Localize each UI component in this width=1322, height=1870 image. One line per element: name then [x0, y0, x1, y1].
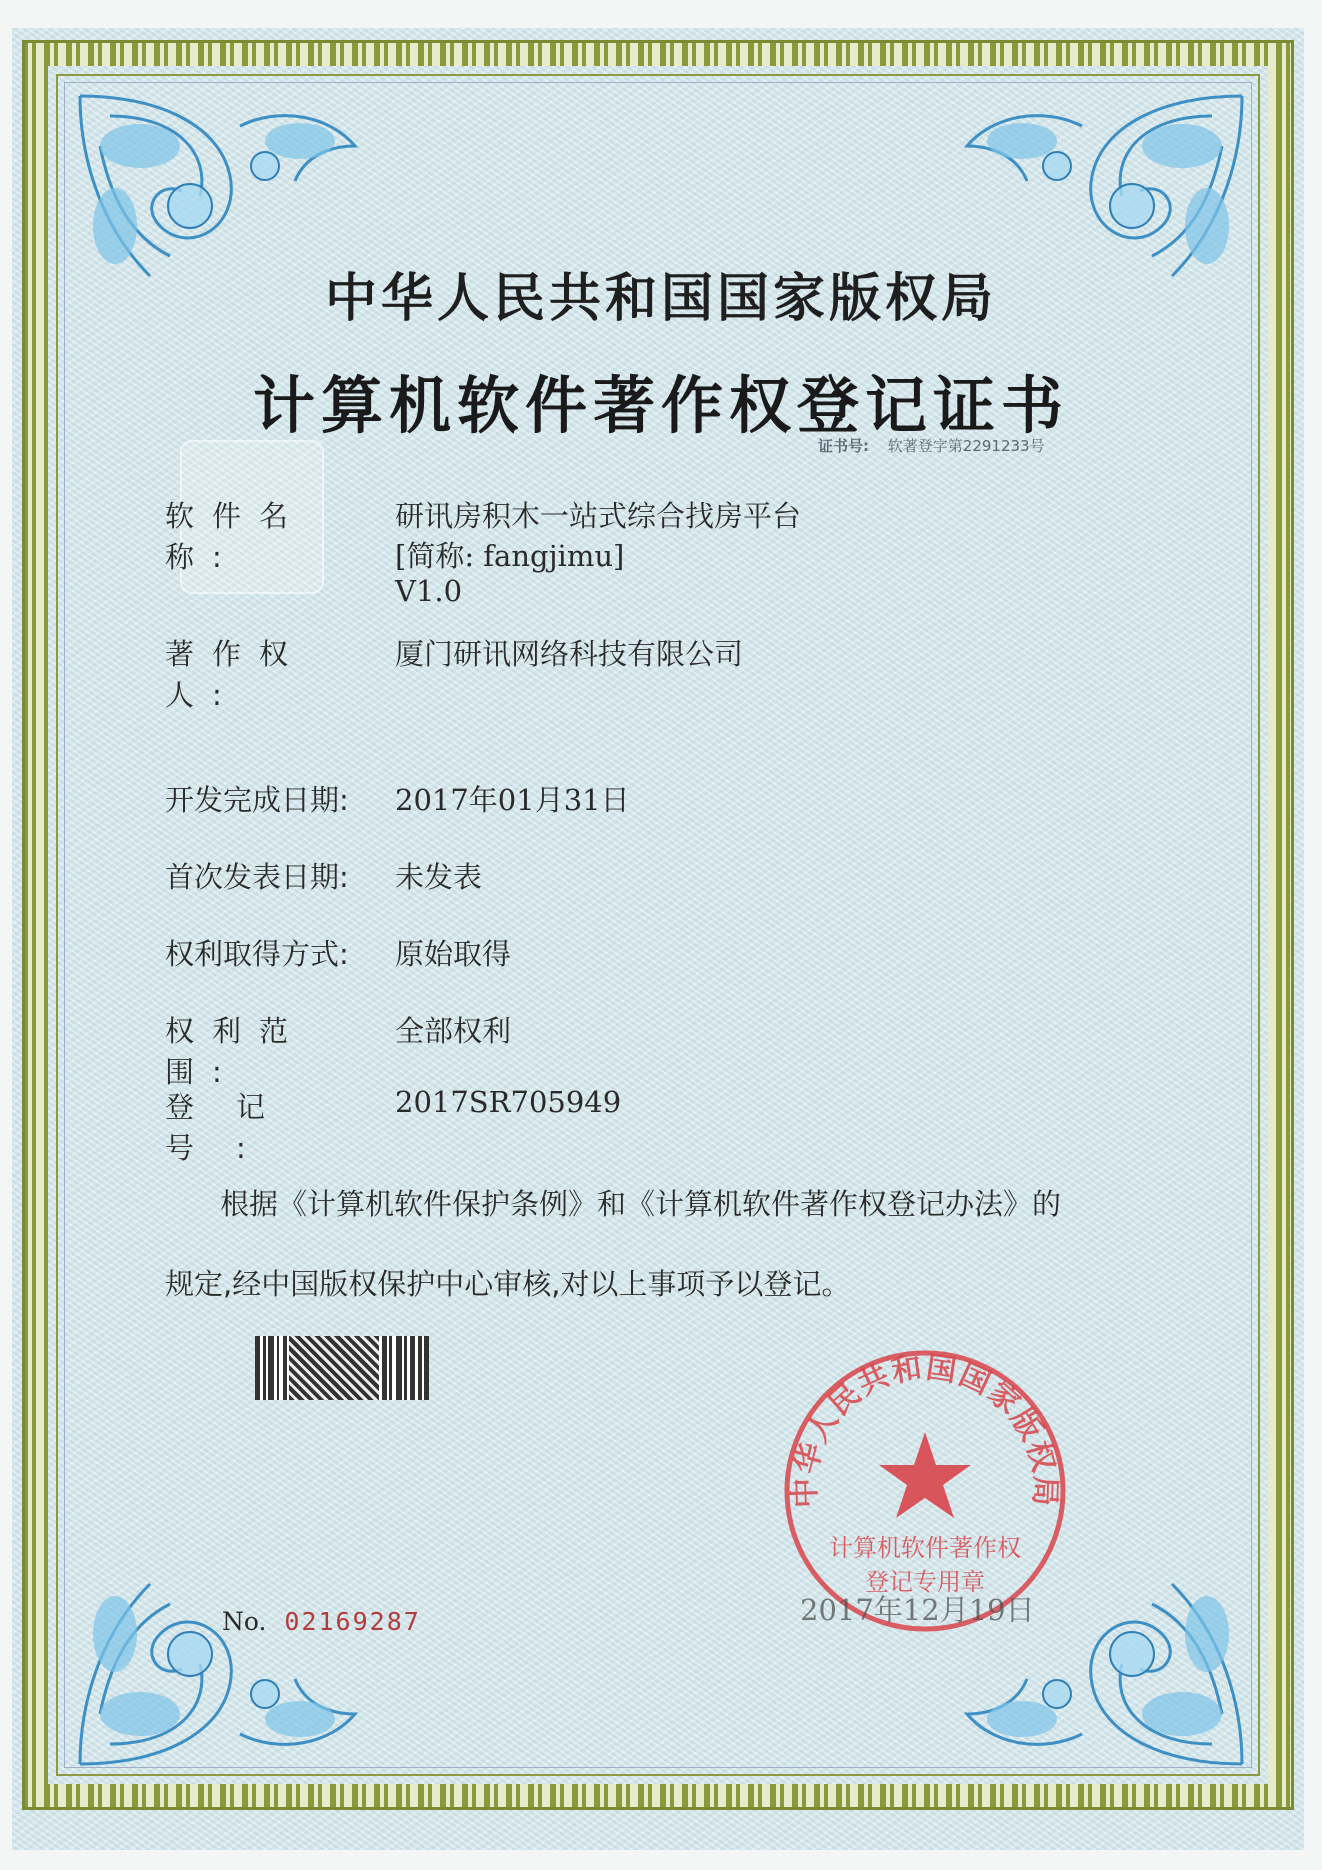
inner-border-line-thin	[64, 82, 1252, 1768]
serial-value: 02169287	[284, 1607, 421, 1636]
statement-line-2: 规定,经中国版权保护中心审核,对以上事项予以登记。	[165, 1267, 851, 1301]
certificate-number-label: 证书号:	[818, 437, 869, 455]
certificate-number-value: 软著登字第2291233号	[887, 437, 1045, 455]
field-label: 著作权人:	[165, 637, 307, 712]
field-label: 权利取得方式:	[165, 937, 349, 971]
serial-number	[222, 1607, 421, 1636]
acquisition-method-value: 原始取得	[395, 937, 512, 971]
certificate-title: 计算机软件著作权登记证书	[252, 369, 1069, 442]
copyright-owner-value: 厦门研讯网络科技有限公司	[395, 637, 744, 671]
corner-ornament-bottom-left	[70, 1554, 370, 1774]
rights-scope-value: 全部权利	[395, 1014, 512, 1048]
svg-text:中华人民共和国国家版权局: 中华人民共和国国家版权局	[787, 1350, 1063, 1509]
software-name-value: 研讯房积木一站式综合找房平台	[395, 499, 802, 533]
statement-line-1: 根据《计算机软件保护条例》和《计算机软件著作权登记办法》的	[220, 1187, 1062, 1221]
field-label: 开发完成日期:	[165, 783, 349, 817]
field-label: 登记号:	[165, 1090, 308, 1165]
field-label: 软件名称:	[165, 499, 307, 574]
barcode	[255, 1336, 443, 1400]
software-version-value: V1.0	[395, 574, 463, 608]
svg-text:计算机软件著作权: 计算机软件著作权	[829, 1534, 1021, 1562]
issue-date: 2017年12月19日	[800, 1593, 1035, 1627]
issuer-title: 中华人民共和国国家版权局	[324, 269, 997, 329]
field-label: 首次发表日期:	[165, 860, 349, 894]
serial-label: No.	[222, 1607, 267, 1636]
completion-date-value: 2017年01月31日	[395, 783, 630, 817]
field-label: 权利范围:	[165, 1014, 307, 1089]
certificate-number	[818, 435, 1045, 456]
software-short-name-value: [简称: fangjimu]	[395, 539, 625, 573]
svg-text:登记专用章: 登记专用章	[865, 1568, 985, 1596]
registration-no-value: 2017SR705949	[395, 1085, 622, 1119]
first-publication-value: 未发表	[395, 860, 483, 894]
